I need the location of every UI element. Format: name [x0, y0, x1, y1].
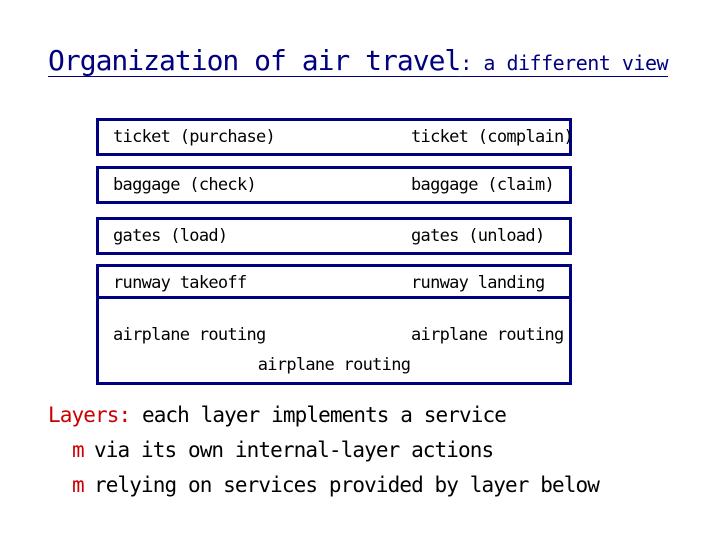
intro-text: each layer implements a service — [130, 403, 506, 427]
intro-line — [48, 398, 708, 433]
layer-ticket-right: ticket (complain) — [411, 127, 574, 147]
bullet-icon: m — [72, 473, 84, 497]
layer-runway-right: runway landing — [411, 273, 545, 293]
bullet-item — [48, 468, 708, 503]
slide-title — [48, 44, 669, 84]
layer-routing-center: airplane routing — [257, 355, 411, 375]
layer-routing-left: airplane routing — [113, 325, 266, 345]
layer-ticket-left: ticket (purchase) — [113, 127, 276, 147]
bullet-text: via its own internal-layer actions — [94, 438, 494, 462]
layers-explanation — [48, 398, 708, 503]
layers-keyword: Layers: — [48, 403, 131, 427]
layer-baggage — [96, 166, 572, 204]
layer-gates-left: gates (load) — [113, 226, 228, 246]
layer-baggage-left: baggage (check) — [113, 175, 257, 195]
layer-gates-right: gates (unload) — [411, 226, 545, 246]
layer-routing — [96, 296, 572, 385]
bullet-text: relying on services provided by layer below — [94, 473, 599, 497]
layer-gates — [96, 217, 572, 255]
title-subtitle: : a different view — [460, 51, 669, 75]
layer-baggage-right: baggage (claim) — [411, 175, 555, 195]
title-main: Organization of air travel — [48, 44, 461, 77]
bullet-icon: m — [72, 438, 84, 462]
layer-routing-right: airplane routing — [411, 325, 564, 345]
layer-ticket — [96, 118, 572, 156]
bullet-item — [48, 433, 708, 468]
layer-runway-left: runway takeoff — [113, 273, 247, 293]
